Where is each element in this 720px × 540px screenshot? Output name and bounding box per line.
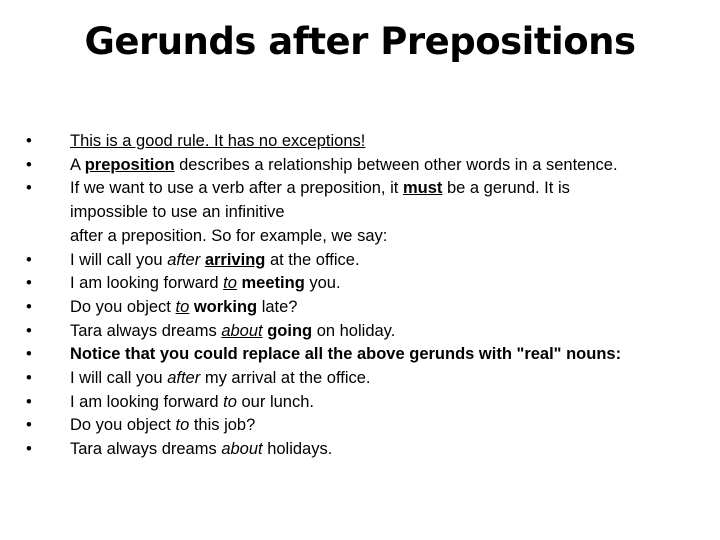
preposition-word: to [223,274,237,293]
gerund-word: meeting [241,274,305,293]
bullet-text: this job? [189,416,256,435]
bullet-text: Tara always dreams [70,321,222,340]
bullet-text: late? [257,297,298,316]
bullet-text: describes a relationship between other words in a sentence. [174,155,618,174]
bullet-item [26,414,706,438]
bullet-dot: • [26,416,32,435]
bullet-dot: • [26,297,32,316]
bullet-text: I will call you [70,369,168,388]
bullet-item [26,438,706,462]
bullet-text: I am looking forward [70,392,224,411]
bullet-item [26,391,706,415]
bullet-text-line: after a preposition. So for example, we say: [70,226,388,245]
gerund-word: arriving [204,250,266,269]
bullet-dot: • [26,132,32,150]
bullet-text: Do you object [70,297,176,316]
bullet-dot: • [26,440,32,459]
bullet-item [26,320,706,344]
bullet-text: our lunch. [236,392,314,411]
bullet-item [26,343,706,367]
bullet-dot: • [26,250,32,269]
preposition-word: to [223,392,237,411]
preposition-word: to [175,416,190,435]
bullet-dot: • [26,369,32,388]
keyword-preposition: preposition [84,155,175,174]
gerund-word: working [193,297,258,316]
bullet-item [26,154,706,178]
bullet-item [26,296,706,320]
preposition-word: about [221,440,263,459]
bullet-text: This is a good rule. It has no exceptions! [70,132,366,150]
bullet-list [26,130,706,462]
bullet-text: Do you object [70,416,176,435]
bullet-item [26,249,706,273]
preposition-word: to [175,297,190,316]
preposition-word: after [167,369,201,388]
bullet-text: you. [304,274,341,293]
bullet-item [26,272,706,296]
bullet-text: on holiday. [312,321,396,340]
bullet-dot: • [26,155,32,174]
bullet-text: I will call you [70,250,168,269]
bullet-text: be a gerund. It is [442,179,570,198]
bullet-dot: • [26,179,32,198]
bullet-text: I am looking forward [70,274,224,293]
bullet-item [26,177,706,248]
bullet-dot: • [26,392,32,411]
keyword-must: must [402,179,443,198]
bullet-dot: • [26,321,32,340]
bullet-item [26,367,706,391]
bullet-text-line: impossible to use an infinitive [70,203,285,222]
preposition-word: about [221,321,263,340]
bullet-item [26,130,706,154]
bullet-text: at the office. [265,250,360,269]
bullet-text: A [70,155,85,174]
bullet-text: my arrival at the office. [200,369,371,388]
bullet-text: holidays. [262,440,333,459]
bullet-text: If we want to use a verb after a preposition, it [70,179,403,198]
bullet-dot: • [26,274,32,293]
slide-title: Gerunds after Prepositions [84,20,636,63]
bullet-text: Tara always dreams [70,440,222,459]
preposition-word: after [167,250,201,269]
gerund-word: going [267,321,313,340]
bullet-dot: • [26,345,32,364]
bullet-text: Notice that you could replace all the above gerunds with "real" nouns: [70,345,622,364]
